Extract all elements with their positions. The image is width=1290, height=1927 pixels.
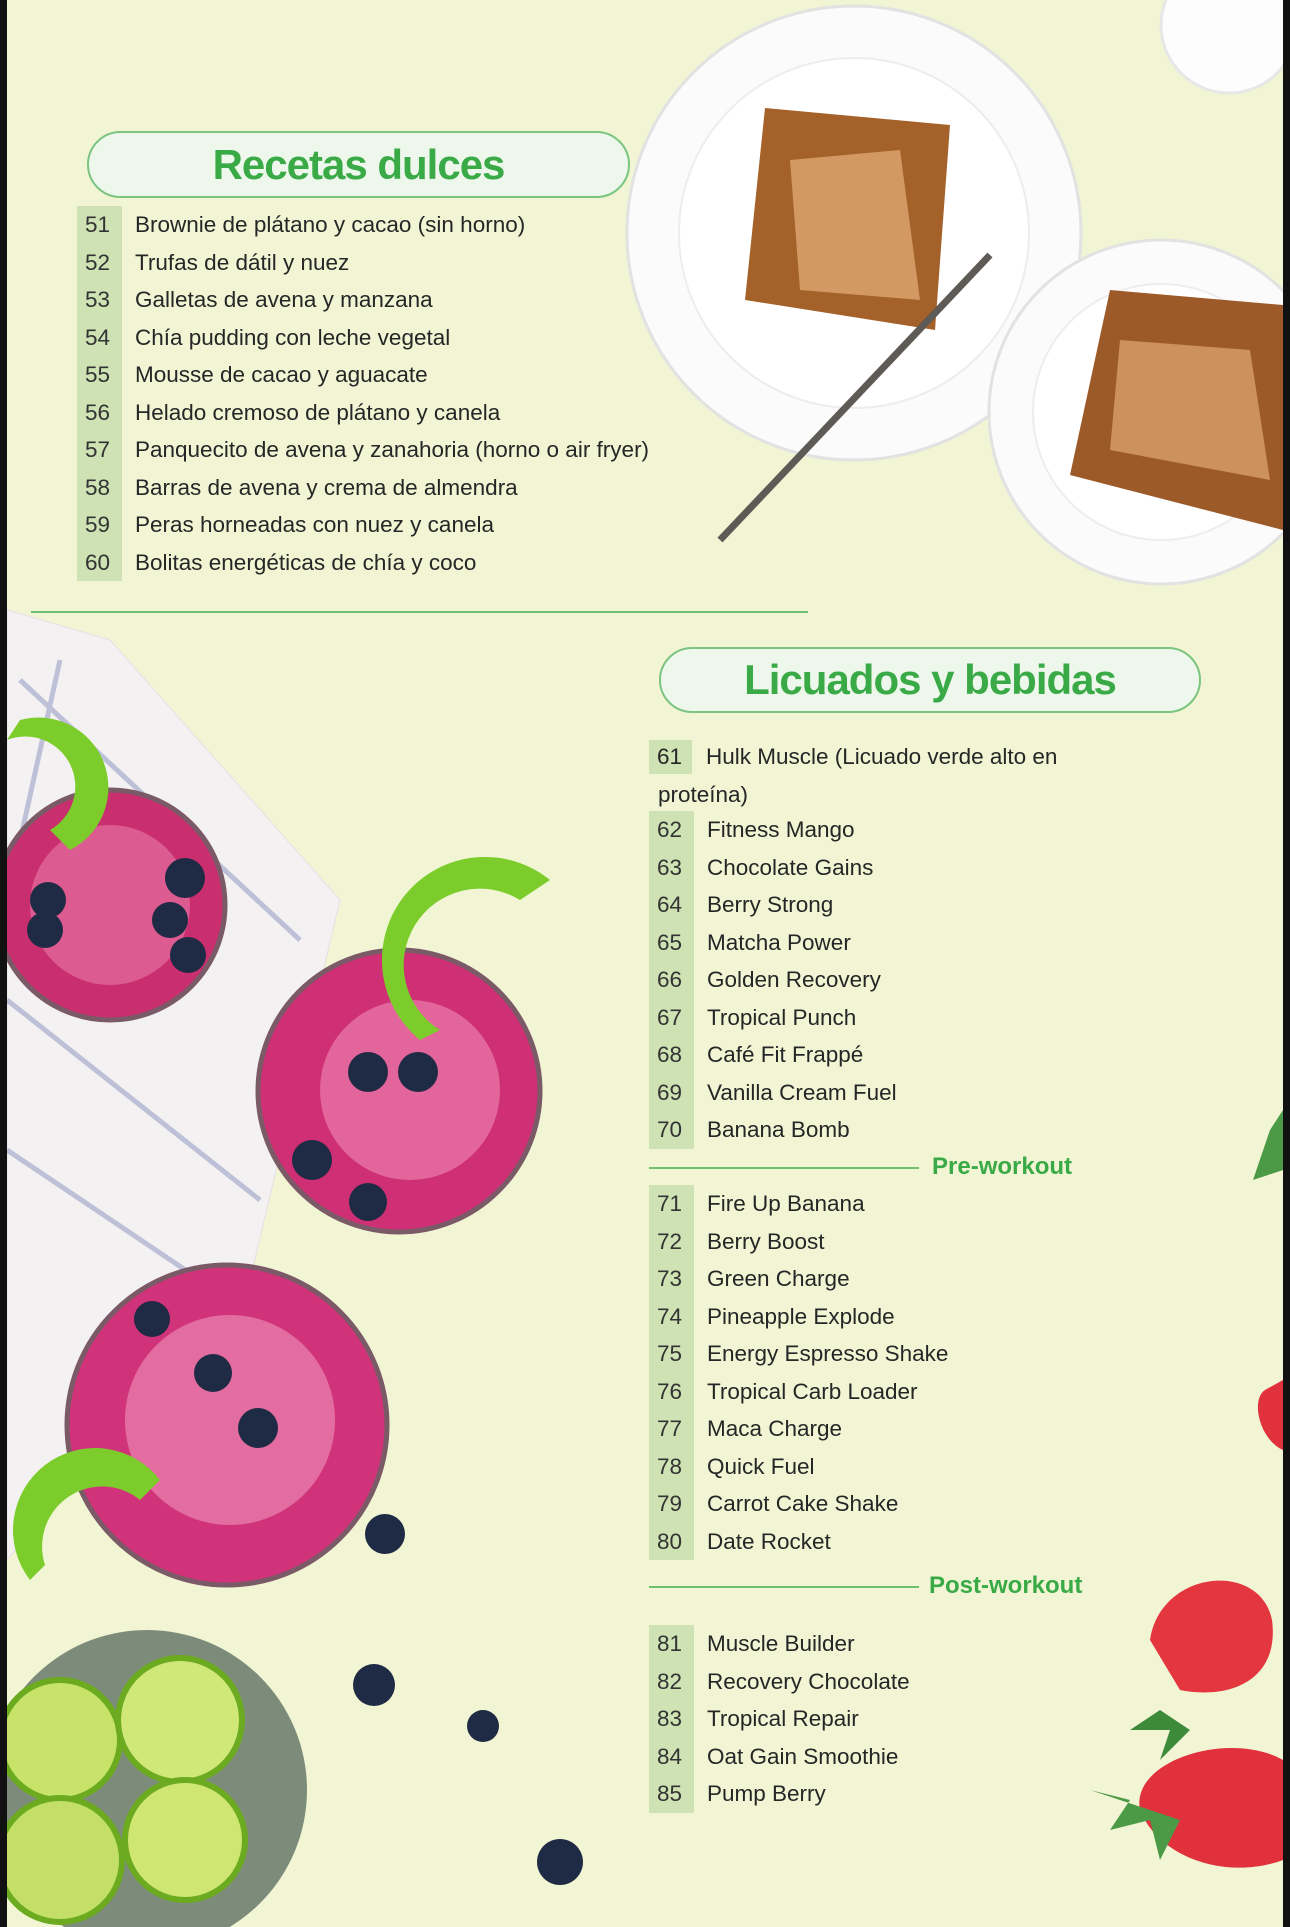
item-number: 51: [77, 206, 122, 244]
item-number: 53: [77, 281, 122, 319]
item-title: Quick Fuel: [707, 1453, 815, 1479]
item-number: 73: [649, 1260, 694, 1298]
item-title: Date Rocket: [707, 1528, 831, 1554]
pre-workout-list: [649, 1185, 949, 1560]
drinks-list: [649, 811, 897, 1149]
item-title: Chocolate Gains: [707, 854, 874, 880]
list-item[interactable]: [649, 1738, 899, 1776]
strawberries-image: [1090, 1110, 1283, 1868]
list-item[interactable]: [649, 999, 857, 1037]
section-title: Licuados y bebidas: [744, 656, 1116, 703]
item-number: 80: [649, 1523, 694, 1561]
item-title: Peras horneadas con nuez y canela: [135, 512, 494, 537]
item-number: 75: [649, 1335, 694, 1373]
item-number: 78: [649, 1448, 694, 1486]
item-number: 82: [649, 1663, 694, 1701]
item-number: 74: [649, 1298, 694, 1336]
section-title: Recetas dulces: [212, 140, 505, 188]
item-number: 62: [649, 811, 694, 849]
item-number: 76: [649, 1373, 694, 1411]
item-number: 57: [77, 431, 122, 469]
item-title: Galletas de avena y manzana: [135, 287, 433, 312]
list-item[interactable]: [77, 506, 494, 544]
item-title: Vanilla Cream Fuel: [707, 1079, 897, 1105]
item-title: Café Fit Frappé: [707, 1042, 864, 1067]
item-title: Trufas de dátil y nuez: [135, 249, 350, 275]
item-number: 72: [649, 1223, 694, 1261]
list-item[interactable]: [649, 738, 1119, 813]
item-number: 61: [649, 740, 692, 774]
list-item[interactable]: [649, 1298, 895, 1336]
item-title: Fire Up Banana: [707, 1191, 865, 1216]
list-item[interactable]: [77, 281, 433, 319]
item-title: Pineapple Explode: [707, 1303, 895, 1329]
list-item[interactable]: [649, 1335, 949, 1373]
item-number: 54: [77, 319, 122, 357]
list-item[interactable]: [649, 1410, 843, 1448]
list-item[interactable]: [649, 924, 851, 962]
item-number: 65: [649, 924, 694, 962]
item-title: Muscle Builder: [707, 1631, 855, 1656]
item-number: 67: [649, 999, 694, 1037]
cake-plate-image: [627, 0, 1290, 584]
item-number: 84: [649, 1738, 694, 1776]
item-title: Barras de avena y crema de almendra: [135, 474, 518, 500]
list-item[interactable]: [77, 244, 350, 282]
item-number: 71: [649, 1185, 694, 1223]
item-number: 60: [77, 544, 122, 582]
lime-bowl-image: [0, 1630, 307, 1927]
item-title: Golden Recovery: [707, 967, 881, 992]
item-title: Tropical Carb Loader: [707, 1378, 918, 1404]
list-item[interactable]: [649, 1223, 825, 1261]
list-item[interactable]: [649, 1775, 826, 1813]
list-item[interactable]: [649, 1373, 918, 1411]
post-workout-label: Post-workout: [929, 1572, 1083, 1599]
item-number: 83: [649, 1700, 694, 1738]
item-title: Energy Espresso Shake: [707, 1341, 949, 1366]
list-item[interactable]: [77, 394, 501, 432]
list-item[interactable]: [77, 544, 477, 582]
pre-workout-divider: [649, 1167, 919, 1169]
item-title: Helado cremoso de plátano y canela: [135, 399, 501, 425]
item-number: 79: [649, 1485, 694, 1523]
list-item[interactable]: [649, 1448, 815, 1486]
item-title: Fitness Mango: [707, 817, 855, 842]
list-item[interactable]: [649, 1485, 899, 1523]
item-number: 59: [77, 506, 122, 544]
list-item[interactable]: [649, 1074, 897, 1112]
item-title: Oat Gain Smoothie: [707, 1743, 899, 1769]
list-item[interactable]: [649, 1260, 850, 1298]
list-item[interactable]: [649, 886, 834, 924]
list-item[interactable]: [649, 849, 874, 887]
item-title: Matcha Power: [707, 929, 851, 955]
item-title: Pump Berry: [707, 1781, 826, 1806]
item-number: 58: [77, 469, 122, 507]
right-border: [1283, 0, 1290, 1927]
section-divider: [31, 611, 808, 613]
list-item[interactable]: [649, 1663, 910, 1701]
item-number: 85: [649, 1775, 694, 1813]
sweet-recipe-list: [77, 206, 650, 581]
pre-workout-label: Pre-workout: [932, 1153, 1073, 1180]
section-header-sweet: [87, 131, 630, 198]
item-number: 81: [649, 1625, 694, 1663]
item-title: Brownie de plátano y cacao (sin horno): [135, 212, 526, 237]
item-title: Carrot Cake Shake: [707, 1491, 899, 1516]
item-title: Tropical Punch: [707, 1004, 857, 1030]
item-number: 68: [649, 1036, 694, 1074]
list-item[interactable]: [649, 961, 881, 999]
item-number: 56: [77, 394, 122, 432]
item-title: Bolitas energéticas de chía y coco: [135, 549, 477, 575]
post-workout-divider: [649, 1586, 919, 1588]
item-title: Mousse de cacao y aguacate: [135, 362, 428, 387]
item-title: Hulk Muscle (Licuado verde alto en proteína): [658, 744, 1058, 807]
list-item[interactable]: [649, 1523, 831, 1561]
list-item[interactable]: [649, 1625, 855, 1663]
list-item[interactable]: [77, 206, 526, 244]
item-number: 63: [649, 849, 694, 887]
item-number: 77: [649, 1410, 694, 1448]
item-number: 70: [649, 1111, 694, 1149]
item-title: Chía pudding con leche vegetal: [135, 324, 451, 350]
item-title: Banana Bomb: [707, 1117, 850, 1142]
list-item[interactable]: [649, 1185, 865, 1223]
item-number: 64: [649, 886, 694, 924]
list-item[interactable]: [649, 1700, 859, 1738]
post-workout-list: [649, 1625, 910, 1813]
item-title: Panquecito de avena y zanahoria (horno o air fryer): [135, 437, 650, 462]
item-title: Maca Charge: [707, 1416, 843, 1441]
item-title: Recovery Chocolate: [707, 1668, 910, 1694]
item-number: 66: [649, 961, 694, 999]
item-number: 55: [77, 356, 122, 394]
item-number: 69: [649, 1074, 694, 1112]
list-item[interactable]: [77, 469, 518, 507]
item-title: Green Charge: [707, 1266, 850, 1291]
list-item[interactable]: [649, 1111, 850, 1149]
list-item[interactable]: [649, 1036, 864, 1074]
list-item[interactable]: [77, 356, 428, 394]
left-border: [0, 0, 7, 1927]
list-item[interactable]: [77, 319, 451, 357]
item-title: Berry Strong: [707, 892, 834, 917]
section-header-drinks: [659, 647, 1201, 713]
list-item[interactable]: [77, 431, 650, 469]
item-title: Tropical Repair: [707, 1706, 859, 1731]
list-item[interactable]: [649, 811, 855, 849]
item-title: Berry Boost: [707, 1228, 825, 1254]
item-number: 52: [77, 244, 122, 282]
